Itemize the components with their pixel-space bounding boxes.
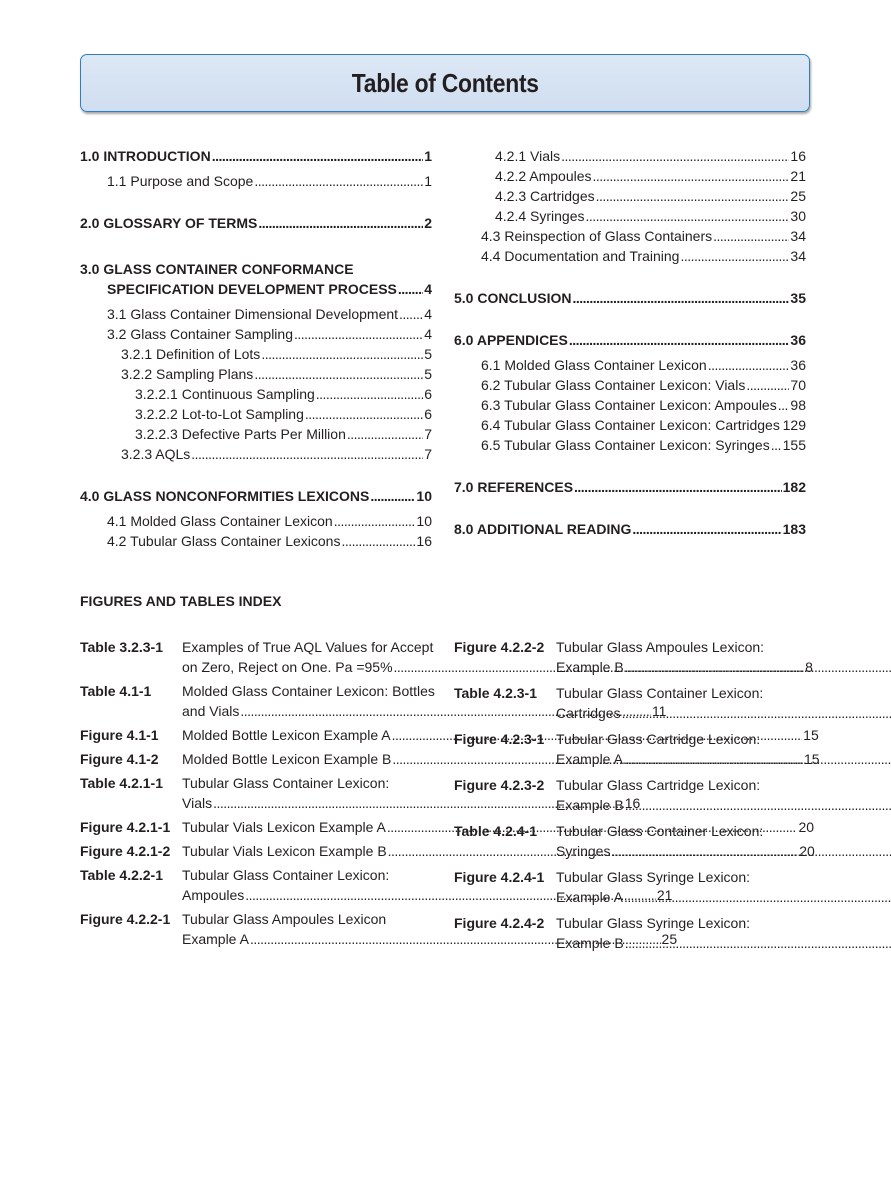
- figure-entry[interactable]: Table 4.1-1 Molded Glass Container Lexicon: Bottles and Vials . . . 11: [80, 681, 432, 721]
- toc-entry-glossary[interactable]: 2.0 GLOSSARY OF TERMS . . . 2: [80, 213, 432, 233]
- toc-entry-documentation-training[interactable]: 4.4 Documentation and Training . . . 34: [454, 246, 806, 266]
- figure-entry[interactable]: Figure 4.2.1-2 Tubular Vials Lexicon Example B . . . 20: [80, 841, 432, 861]
- figure-entry[interactable]: Figure 4.2.1-1 Tubular Vials Lexicon Example A . . . 20: [80, 817, 432, 837]
- figures-right-column: [454, 637, 806, 959]
- toc-entry-conformance-heading[interactable]: 3.0 GLASS CONTAINER CONFORMANCE: [80, 261, 354, 277]
- toc-entry-purpose-scope[interactable]: 1.1 Purpose and Scope . . . 1: [80, 171, 432, 191]
- toc-entry-references[interactable]: 7.0 REFERENCES . . . 182: [454, 477, 806, 497]
- figure-entry[interactable]: Figure 4.1-1 Molded Bottle Lexicon Example A . . . 15: [80, 725, 432, 745]
- toc-entry-molded-lexicon[interactable]: 4.1 Molded Glass Container Lexicon . . . 10: [80, 511, 432, 531]
- figure-entry[interactable]: Table 4.2.4-1 Tubular Glass Container Lexicon: Syringes . . .: [454, 821, 806, 861]
- toc-entry-appendices[interactable]: 6.0 APPENDICES . . . 36: [454, 330, 806, 350]
- figure-entry[interactable]: Figure 4.2.4-2 Tubular Glass Syringe Lexicon: Example B . . .: [454, 913, 806, 953]
- figure-entry[interactable]: Table 4.2.2-1 Tubular Glass Container Lexicon: Ampoules . . . 21: [80, 865, 432, 905]
- toc-entry-appendix-vials[interactable]: 6.2 Tubular Glass Container Lexicon: Vials . . . 70: [454, 375, 806, 395]
- figure-entry[interactable]: Figure 4.2.2-1 Tubular Glass Ampoules Lexicon Example A . . . 25: [80, 909, 432, 949]
- toc-entry-additional-reading[interactable]: 8.0 ADDITIONAL READING . . . 183: [454, 519, 806, 539]
- toc-entry-continuous-sampling[interactable]: 3.2.2.1 Continuous Sampling . . . 6: [80, 384, 432, 404]
- figure-entry[interactable]: Figure 4.1-2 Molded Bottle Lexicon Example B . . . 15: [80, 749, 432, 769]
- figure-entry[interactable]: Figure 4.2.2-2 Tubular Glass Ampoules Lexicon: Example B . . .: [454, 637, 806, 677]
- toc-entry-sampling-plans[interactable]: 3.2.2 Sampling Plans . . . 5: [80, 364, 432, 384]
- figures-tables-heading: FIGURES AND TABLES INDEX: [80, 593, 282, 609]
- toc-entry-appendix-molded[interactable]: 6.1 Molded Glass Container Lexicon . . . 36: [454, 355, 806, 375]
- toc-entry-cartridges[interactable]: 4.2.3 Cartridges . . . 25: [454, 186, 806, 206]
- figure-entry[interactable]: Table 4.2.1-1 Tubular Glass Container Lexicon: Vials . . . 16: [80, 773, 432, 813]
- toc-entry-lot-to-lot-sampling[interactable]: 3.2.2.2 Lot-to-Lot Sampling . . . 6: [80, 404, 432, 424]
- figure-entry[interactable]: Table 3.2.3-1 Examples of True AQL Values for Accept on Zero, Reject on One. Pa =95% . . . 8: [80, 637, 432, 677]
- toc-entry-container-sampling[interactable]: 3.2 Glass Container Sampling . . . 4: [80, 324, 432, 344]
- figure-entry[interactable]: Figure 4.2.4-1 Tubular Glass Syringe Lexicon: Example A . . .: [454, 867, 806, 907]
- toc-entry-spec-development[interactable]: SPECIFICATION DEVELOPMENT PROCESS . . . 4: [80, 279, 432, 299]
- figure-entry[interactable]: Table 4.2.3-1 Tubular Glass Container Lexicon: Cartridges . . .: [454, 683, 806, 723]
- toc-right-column: [454, 146, 806, 539]
- figure-entry[interactable]: Figure 4.2.3-1 Tubular Glass Cartridge Lexicon: Example A . . .: [454, 729, 806, 769]
- toc-entry-conclusion[interactable]: 5.0 CONCLUSION . . . 35: [454, 288, 806, 308]
- toc-left-column: [80, 146, 432, 551]
- toc-entry-tubular-lexicons[interactable]: 4.2 Tubular Glass Container Lexicons . . . 16: [80, 531, 432, 551]
- figure-entry[interactable]: Figure 4.2.3-2 Tubular Glass Cartridge Lexicon: Example B . . .: [454, 775, 806, 815]
- toc-entry-ampoules[interactable]: 4.2.2 Ampoules . . . 21: [454, 166, 806, 186]
- toc-entry-syringes[interactable]: 4.2.4 Syringes . . . 30: [454, 206, 806, 226]
- toc-entry-introduction[interactable]: 1.0 INTRODUCTION . . . 1: [80, 146, 432, 166]
- title-banner: [80, 54, 810, 112]
- toc-entry-definition-of-lots[interactable]: 3.2.1 Definition of Lots . . . 5: [80, 344, 432, 364]
- toc-entry-defective-ppm[interactable]: 3.2.2.3 Defective Parts Per Million . . . 7: [80, 424, 432, 444]
- toc-entry-dimensional-development[interactable]: 3.1 Glass Container Dimensional Development . . . 4: [80, 304, 432, 324]
- toc-entry-appendix-cartridges[interactable]: 6.4 Tubular Glass Container Lexicon: Cartridges . . . 129: [454, 415, 806, 435]
- toc-entry-reinspection[interactable]: 4.3 Reinspection of Glass Containers . . . 34: [454, 226, 806, 246]
- toc-entry-nonconformities-lexicons[interactable]: 4.0 GLASS NONCONFORMITIES LEXICONS . . . 10: [80, 486, 432, 506]
- toc-entry-appendix-syringes[interactable]: 6.5 Tubular Glass Container Lexicon: Syringes . . . 155: [454, 435, 806, 455]
- toc-entry-appendix-ampoules[interactable]: 6.3 Tubular Glass Container Lexicon: Ampoules . . . 98: [454, 395, 806, 415]
- toc-entry-vials[interactable]: 4.2.1 Vials . . . 16: [454, 146, 806, 166]
- toc-entry-aqls[interactable]: 3.2.3 AQLs . . . 7: [80, 444, 432, 464]
- page-title: Table of Contents: [351, 67, 539, 98]
